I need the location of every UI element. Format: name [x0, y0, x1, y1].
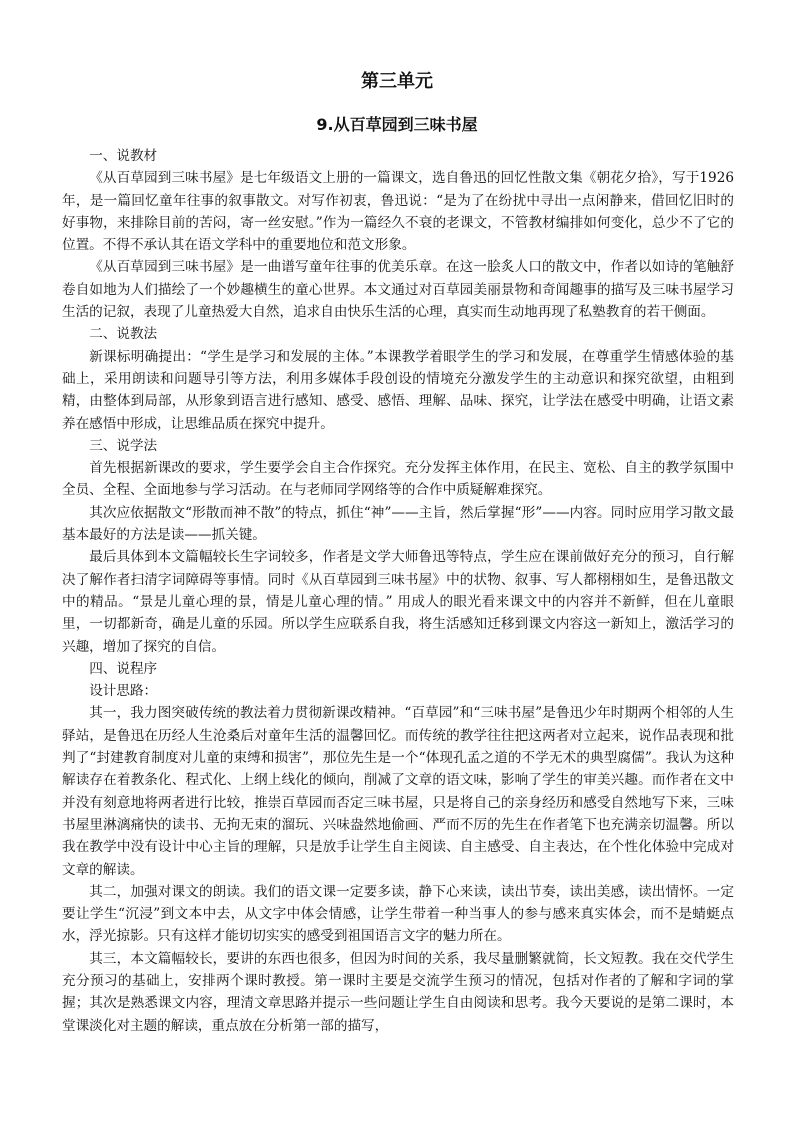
section-heading-teaching-method: 二、说教法: [89, 326, 158, 343]
body-paragraph: 最后具体到本文篇幅较长生字词较多，作者是文学大师鲁迅等特点，学生应在课前做好充分的预习，自行解决了解作者扫清字词障碍等事情。同时《从百草园到三味书屋》中的状物、叙事、写人都栩栩如生，是鲁迅散文中的精品。“景是儿童心理的景，情是儿童心理的情。” 用成人的眼光看来课文中的内容并不新鲜，但在儿童眼里，一切都新奇，确是儿童的乐园。所以学生应联系自我，将生活感知迁移到课文内容这一新知上，激活学习的兴趣，增加了探究的自信。: [62, 549, 734, 655]
body-paragraph: 其次应依据散文“形散而神不散”的特点，抓住“神”——主旨，然后掌握“形”——内容。同时应用学习散文最基本最好的方法是读——抓关键。: [62, 504, 734, 544]
section-heading-teaching-material: 一、说教材: [89, 148, 158, 164]
body-paragraph: 《从百草园到三味书屋》是一曲谱写童年往事的优美乐章。在这一脍炙人口的散文中，作者以如诗的笔触舒卷自如地为人们描绘了一个妙趣横生的童心世界。本文通过对百草园美丽景物和奇闻趣事的描写及三味书屋学习生活的记叙，表现了儿童热爱大自然，追求自由快乐生活的心理，真实而生动地再现了私塾教育的若干侧面。: [62, 259, 734, 321]
body-paragraph: 其二，加强对课文的朗读。我们的语文课一定要多读，静下心来读，读出节奏，读出美感，读出情怀。一定要让学生“沉浸”到文本中去，从文字中体会情感，让学生带着一种当事人的参与感来真实体会，而不是蜻蜓点水，浮光掠影。只有这样才能切切实实的感受到祖国语言文字的魅力所在。: [62, 883, 734, 945]
body-paragraph: 其一，我力图突破传统的教法着力贯彻新课改精神。“百草园”和“三味书屋”是鲁迅少年时期两个相邻的人生驿站，是鲁迅在历经人生沧桑后对童年生活的温馨回忆。而传统的教学往往把这两者对立起来，说作品表现和批判了“封建教育制度对儿童的束缚和损害”，那位先生是一个“体现孔孟之道的不学无术的典型腐儒”。我认为这种解读存在着教条化、程式化、上纲上线化的倾向，削减了文章的语文味，影响了学生的审美兴趣。而作者在文中并没有刻意地将两者进行比较，推崇百草园而否定三味书屋，只是将自己的亲身经历和感受自然地写下来，三味书屋里淋漓痛快的读书、无拘无束的溜玩、兴味盎然地偷画、严而不厉的先生在作者笔下也充满亲切温馨。所以我在教学中没有设计中心主旨的理解，只是放手让学生自主阅读、自主感受、自主表达，在个性化体验中完成对文章的解读。: [62, 705, 734, 878]
body-paragraph: 《从百草园到三味书屋》是七年级语文上册的一篇课文，选自鲁迅的回忆性散文集《朝花夕拾》，写于1926年，是一篇回忆童年往事的叙事散文。对写作初衷，鲁迅说：“是为了在纷扰中寻出一点闲静来，借回忆旧时的好事物，来排除目前的苦闷，寄一丝安慰。”作为一篇经久不衰的老课文，不管教材编排如何变化，总少不了它的位置。不得不承认其在语文学科中的重要地位和范文形象。: [62, 170, 734, 254]
unit-title: 第三单元: [361, 71, 433, 92]
lesson-title: 9.从百草园到三味书屋: [316, 115, 478, 134]
document-body: [62, 145, 734, 1037]
design-idea-label: 设计思路：: [89, 683, 158, 700]
body-paragraph: 新课标明确提出：“学生是学习和发展的主体。”本课教学着眼学生的学习和发展，在尊重学生情感体验的基础上，采用朗读和问题导引等方法，利用多媒体手段创设的情境充分激发学生的主动意识和探究欲望，由粗到精，由整体到局部，从形象到语言进行感知、感受、感悟、理解、品味、探究，让学法在感受中明确，让语文素养在感悟中形成，让思维品质在探究中提升。: [62, 348, 734, 432]
section-heading-procedure: 四、说程序: [89, 660, 158, 677]
body-paragraph: 首先根据新课改的要求，学生要学会自主合作探究。充分发挥主体作用，在民主、宽松、自主的教学氛围中全员、全程、全面地参与学习活动。在与老师同学网络等的合作中质疑解难探究。: [62, 460, 734, 499]
body-paragraph: 其三，本文篇幅较长，要讲的东西也很多，但因为时间的关系，我尽量删繁就简，长文短教。我在交代学生充分预习的基础上，安排两个课时教授。第一课时主要是交流学生预习的情况，包括对作者的了解和字词的掌握；其次是熟悉课文内容，理清文章思路并提示一些问题让学生自由阅读和思考。我今天要说的是第二课时，本堂课淡化对主题的解读，重点放在分析第一部的描写，: [62, 950, 734, 1034]
section-heading-learning-method: 三、说学法: [89, 437, 158, 454]
